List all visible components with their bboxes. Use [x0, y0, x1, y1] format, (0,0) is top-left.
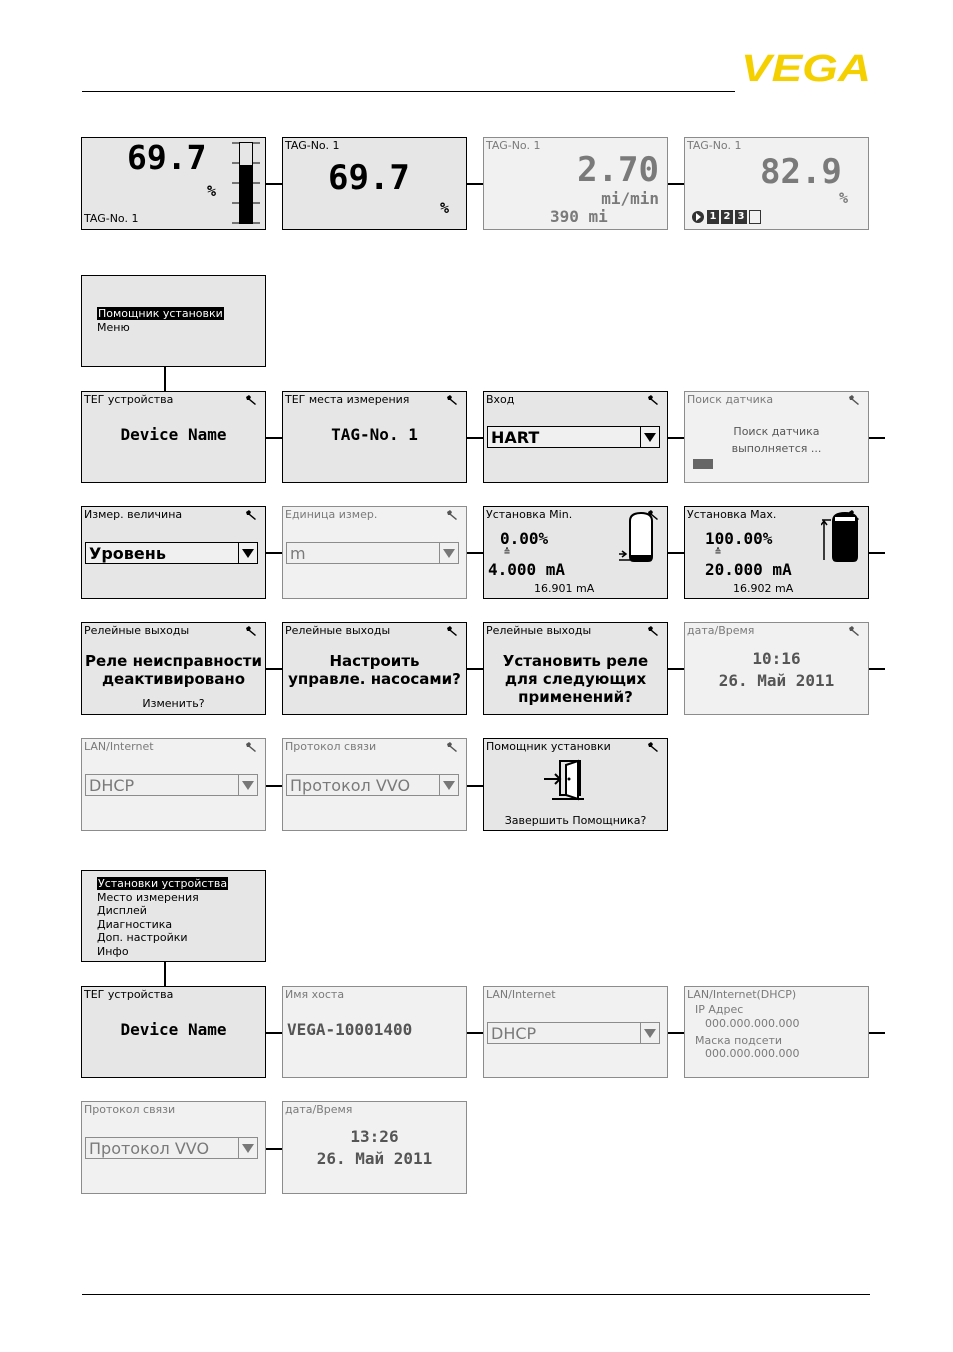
exit-door-icon[interactable]	[542, 759, 590, 803]
wrench-icon	[848, 394, 860, 406]
display-screen-value	[282, 137, 467, 230]
connector	[467, 785, 483, 787]
connector	[467, 668, 483, 670]
screen-device-tag-settings	[81, 986, 266, 1078]
protocol-select-value: Протокол VVO	[290, 776, 411, 795]
ip-label: IP Адрес	[695, 1003, 744, 1016]
display-screen-value-sub	[483, 137, 668, 230]
time-value[interactable]: 10:16	[752, 649, 801, 668]
menu-item-extended-setup[interactable]: Доп. настройки	[97, 931, 188, 944]
screen-input	[483, 391, 668, 483]
screen-header: Помощник установки	[486, 740, 611, 753]
max-current: 16.902 mA	[733, 582, 794, 595]
dropdown-arrow-icon[interactable]	[238, 1138, 257, 1158]
svg-text:VEGA: VEGA	[741, 50, 871, 84]
screen-header: Установка Max.	[687, 508, 777, 521]
screen-header: ТЕГ устройства	[84, 988, 174, 1001]
relay-fault-change[interactable]: Изменить?	[142, 697, 205, 710]
screen-lan	[81, 738, 266, 831]
page-2[interactable]: 2	[721, 210, 733, 224]
connector	[266, 1148, 282, 1150]
protocol-select-value: Протокол VVO	[89, 1139, 210, 1158]
header-rule	[82, 91, 735, 92]
date-value[interactable]: 26. Май 2011	[718, 671, 835, 690]
hostname-value[interactable]: VEGA-10001400	[287, 1020, 413, 1039]
wrench-icon	[245, 625, 257, 637]
lan-select-value: DHCP	[491, 1024, 537, 1043]
screen-header: Имя хоста	[285, 988, 345, 1001]
search-line-2: выполняется ...	[731, 442, 822, 455]
relay-apps-line-1: Установить реле	[502, 652, 649, 670]
display-tag: TAG-No. 1	[486, 139, 541, 152]
screen-header: дата/Время	[687, 624, 755, 637]
device-name-value[interactable]: Device Name	[120, 1020, 227, 1039]
footer-rule	[82, 1294, 870, 1295]
dropdown-arrow-icon[interactable]	[238, 543, 257, 563]
screen-relay-pumps	[282, 622, 467, 715]
input-select-value: HART	[491, 428, 540, 447]
menu-item-info[interactable]: Инфо	[97, 944, 129, 958]
wrench-icon	[245, 741, 257, 753]
screen-header: дата/Время	[285, 1103, 353, 1116]
menu-item-setup-assistant[interactable]: Помощник установки	[98, 307, 223, 320]
time-value[interactable]: 13:26	[350, 1127, 399, 1146]
screen-header: ТЕГ устройства	[84, 393, 174, 406]
page-arrow-icon	[691, 210, 705, 224]
display-tag: TAG-No. 1	[687, 139, 742, 152]
connector	[266, 183, 282, 185]
equiv-icon: ≙	[715, 547, 722, 558]
screen-header: LAN/Internet	[486, 988, 556, 1001]
start-menu-list	[97, 307, 224, 334]
bargraph-scale-right	[253, 142, 260, 226]
menu-item-measurement-point[interactable]: Место измерения	[97, 890, 199, 904]
dropdown-arrow-icon[interactable]	[238, 775, 257, 795]
display-value: 69.7	[127, 138, 207, 177]
unit-select-value: m	[290, 544, 306, 563]
wrench-icon	[848, 625, 860, 637]
screen-header: Вход	[486, 393, 515, 406]
screen-header: ТЕГ места измерения	[285, 393, 410, 406]
screen-finish-assistant	[483, 738, 668, 831]
main-menu-list	[97, 877, 228, 958]
display-subvalue: 390 mi	[550, 207, 608, 226]
date-value[interactable]: 26. Май 2011	[316, 1149, 433, 1168]
main-menu	[81, 870, 266, 962]
screen-header: LAN/Internet(DHCP)	[687, 988, 797, 1001]
relay-fault-line-2: деактивировано	[101, 670, 246, 688]
connector	[467, 183, 483, 185]
page-empty	[749, 210, 761, 224]
connector	[668, 183, 684, 185]
screen-header: Релейные выходы	[84, 624, 190, 637]
connector	[668, 668, 684, 670]
display-tag: TAG-No. 1	[285, 139, 340, 152]
relay-pumps-line-2[interactable]: управле. насосами?	[288, 670, 461, 688]
wrench-icon	[245, 509, 257, 521]
display-screen-multipage	[684, 137, 869, 230]
connector	[266, 785, 282, 787]
wrench-icon	[446, 509, 458, 521]
dropdown-arrow-icon[interactable]	[439, 775, 458, 795]
input-select[interactable]	[487, 426, 660, 448]
display-value: 69.7	[328, 158, 410, 198]
screen-header: Установка Min.	[486, 508, 573, 521]
mp-tag-value[interactable]: TAG-No. 1	[331, 425, 418, 444]
ip-value: 000.000.000.000	[705, 1017, 800, 1030]
screen-max-adjustment	[684, 506, 869, 599]
screen-datetime	[684, 622, 869, 715]
relay-apps-line-3[interactable]: применений?	[518, 688, 633, 706]
menu-item-diagnostics[interactable]: Диагностика	[97, 917, 173, 931]
connector	[869, 552, 885, 554]
screen-header: Единица измер.	[285, 508, 378, 521]
wrench-icon	[647, 394, 659, 406]
connector	[266, 552, 282, 554]
display-value: 2.70	[577, 150, 659, 190]
screen-header: Протокол связи	[285, 740, 377, 753]
screen-header: Релейные выходы	[486, 624, 592, 637]
unit-select[interactable]	[286, 542, 459, 564]
lan-select[interactable]	[487, 1022, 660, 1044]
wrench-icon	[446, 625, 458, 637]
screen-unit	[282, 506, 467, 599]
connector	[467, 552, 483, 554]
finish-question[interactable]: Завершить Помощника?	[504, 814, 647, 827]
screen-lan-dhcp	[684, 986, 869, 1078]
screen-min-adjustment	[483, 506, 668, 599]
measured-select-value: Уровень	[89, 544, 166, 563]
menu-item-display[interactable]: Дисплей	[97, 904, 147, 917]
relay-fault-line-1: Реле неисправности	[85, 652, 262, 670]
mask-value: 000.000.000.000	[705, 1047, 800, 1060]
screen-header: Измер. величина	[84, 508, 183, 521]
dropdown-arrow-icon[interactable]	[640, 427, 659, 447]
min-ma[interactable]: 4.000 mA	[488, 560, 566, 579]
menu-item-device-setup[interactable]: Установки устройства	[98, 877, 228, 890]
dropdown-arrow-icon[interactable]	[640, 1023, 659, 1043]
protocol-select[interactable]	[85, 1137, 258, 1159]
screen-datetime-settings	[282, 1101, 467, 1194]
max-percent[interactable]: 100.00%	[705, 529, 773, 548]
display-unit: mi/min	[601, 189, 659, 208]
vega-logo	[741, 50, 871, 84]
equiv-icon: ≙	[504, 547, 511, 558]
screen-relay-apps	[483, 622, 668, 715]
display-screen-bar	[81, 137, 266, 230]
connector	[869, 437, 885, 439]
mask-label: Маска подсети	[695, 1034, 783, 1047]
bargraph-scale	[232, 142, 239, 226]
display-value: 82.9	[760, 152, 842, 192]
screen-relay-fault	[81, 622, 266, 715]
tank-full-icon	[821, 511, 865, 563]
display-unit: %	[839, 189, 849, 207]
wrench-icon	[245, 394, 257, 406]
page-1[interactable]: 1	[707, 210, 719, 224]
protocol-select[interactable]	[286, 774, 459, 796]
start-menu	[81, 275, 266, 367]
bargraph-fill	[240, 165, 252, 223]
wrench-icon	[647, 625, 659, 637]
tank-empty-icon	[618, 511, 664, 563]
connector	[266, 437, 282, 439]
display-unit: %	[440, 199, 450, 217]
measured-select[interactable]	[85, 542, 258, 564]
search-progress	[693, 459, 713, 469]
connector	[467, 437, 483, 439]
menu-item-menu[interactable]: Меню	[97, 320, 130, 334]
connector	[266, 668, 282, 670]
dropdown-arrow-icon[interactable]	[439, 543, 458, 563]
wrench-icon	[446, 741, 458, 753]
min-percent[interactable]: 0.00%	[500, 529, 549, 548]
screen-measured-value	[81, 506, 266, 599]
search-line-1: Поиск датчика	[733, 425, 820, 438]
screen-device-tag	[81, 391, 266, 483]
screen-header: LAN/Internet	[84, 740, 154, 753]
connector	[266, 1032, 282, 1034]
connector	[164, 962, 166, 986]
relay-pumps-line-1: Настроить	[329, 652, 420, 670]
connector	[668, 1032, 684, 1034]
screen-header: Поиск датчика	[687, 393, 774, 406]
min-current: 16.901 mA	[534, 582, 595, 595]
device-name-value[interactable]: Device Name	[120, 425, 227, 444]
screen-hostname	[282, 986, 467, 1078]
connector	[467, 1032, 483, 1034]
bargraph	[239, 142, 253, 224]
display-unit: %	[207, 182, 217, 200]
screen-protocol	[282, 738, 467, 831]
screen-header: Протокол связи	[84, 1103, 176, 1116]
connector	[668, 552, 684, 554]
screen-protocol-settings	[81, 1101, 266, 1194]
screen-sensor-search	[684, 391, 869, 483]
relay-apps-line-2: для следующих	[504, 670, 647, 688]
max-ma[interactable]: 20.000 mA	[705, 560, 792, 579]
wrench-icon	[647, 741, 659, 753]
page-3[interactable]: 3	[735, 210, 747, 224]
connector	[869, 668, 885, 670]
wrench-icon	[446, 394, 458, 406]
lan-select[interactable]	[85, 774, 258, 796]
connector	[869, 1032, 885, 1034]
display-tag: TAG-No. 1	[84, 212, 139, 225]
lan-select-value: DHCP	[89, 776, 135, 795]
screen-mp-tag	[282, 391, 467, 483]
connector	[668, 437, 684, 439]
screen-header: Релейные выходы	[285, 624, 391, 637]
connector	[164, 367, 166, 391]
screen-lan-settings	[483, 986, 668, 1078]
